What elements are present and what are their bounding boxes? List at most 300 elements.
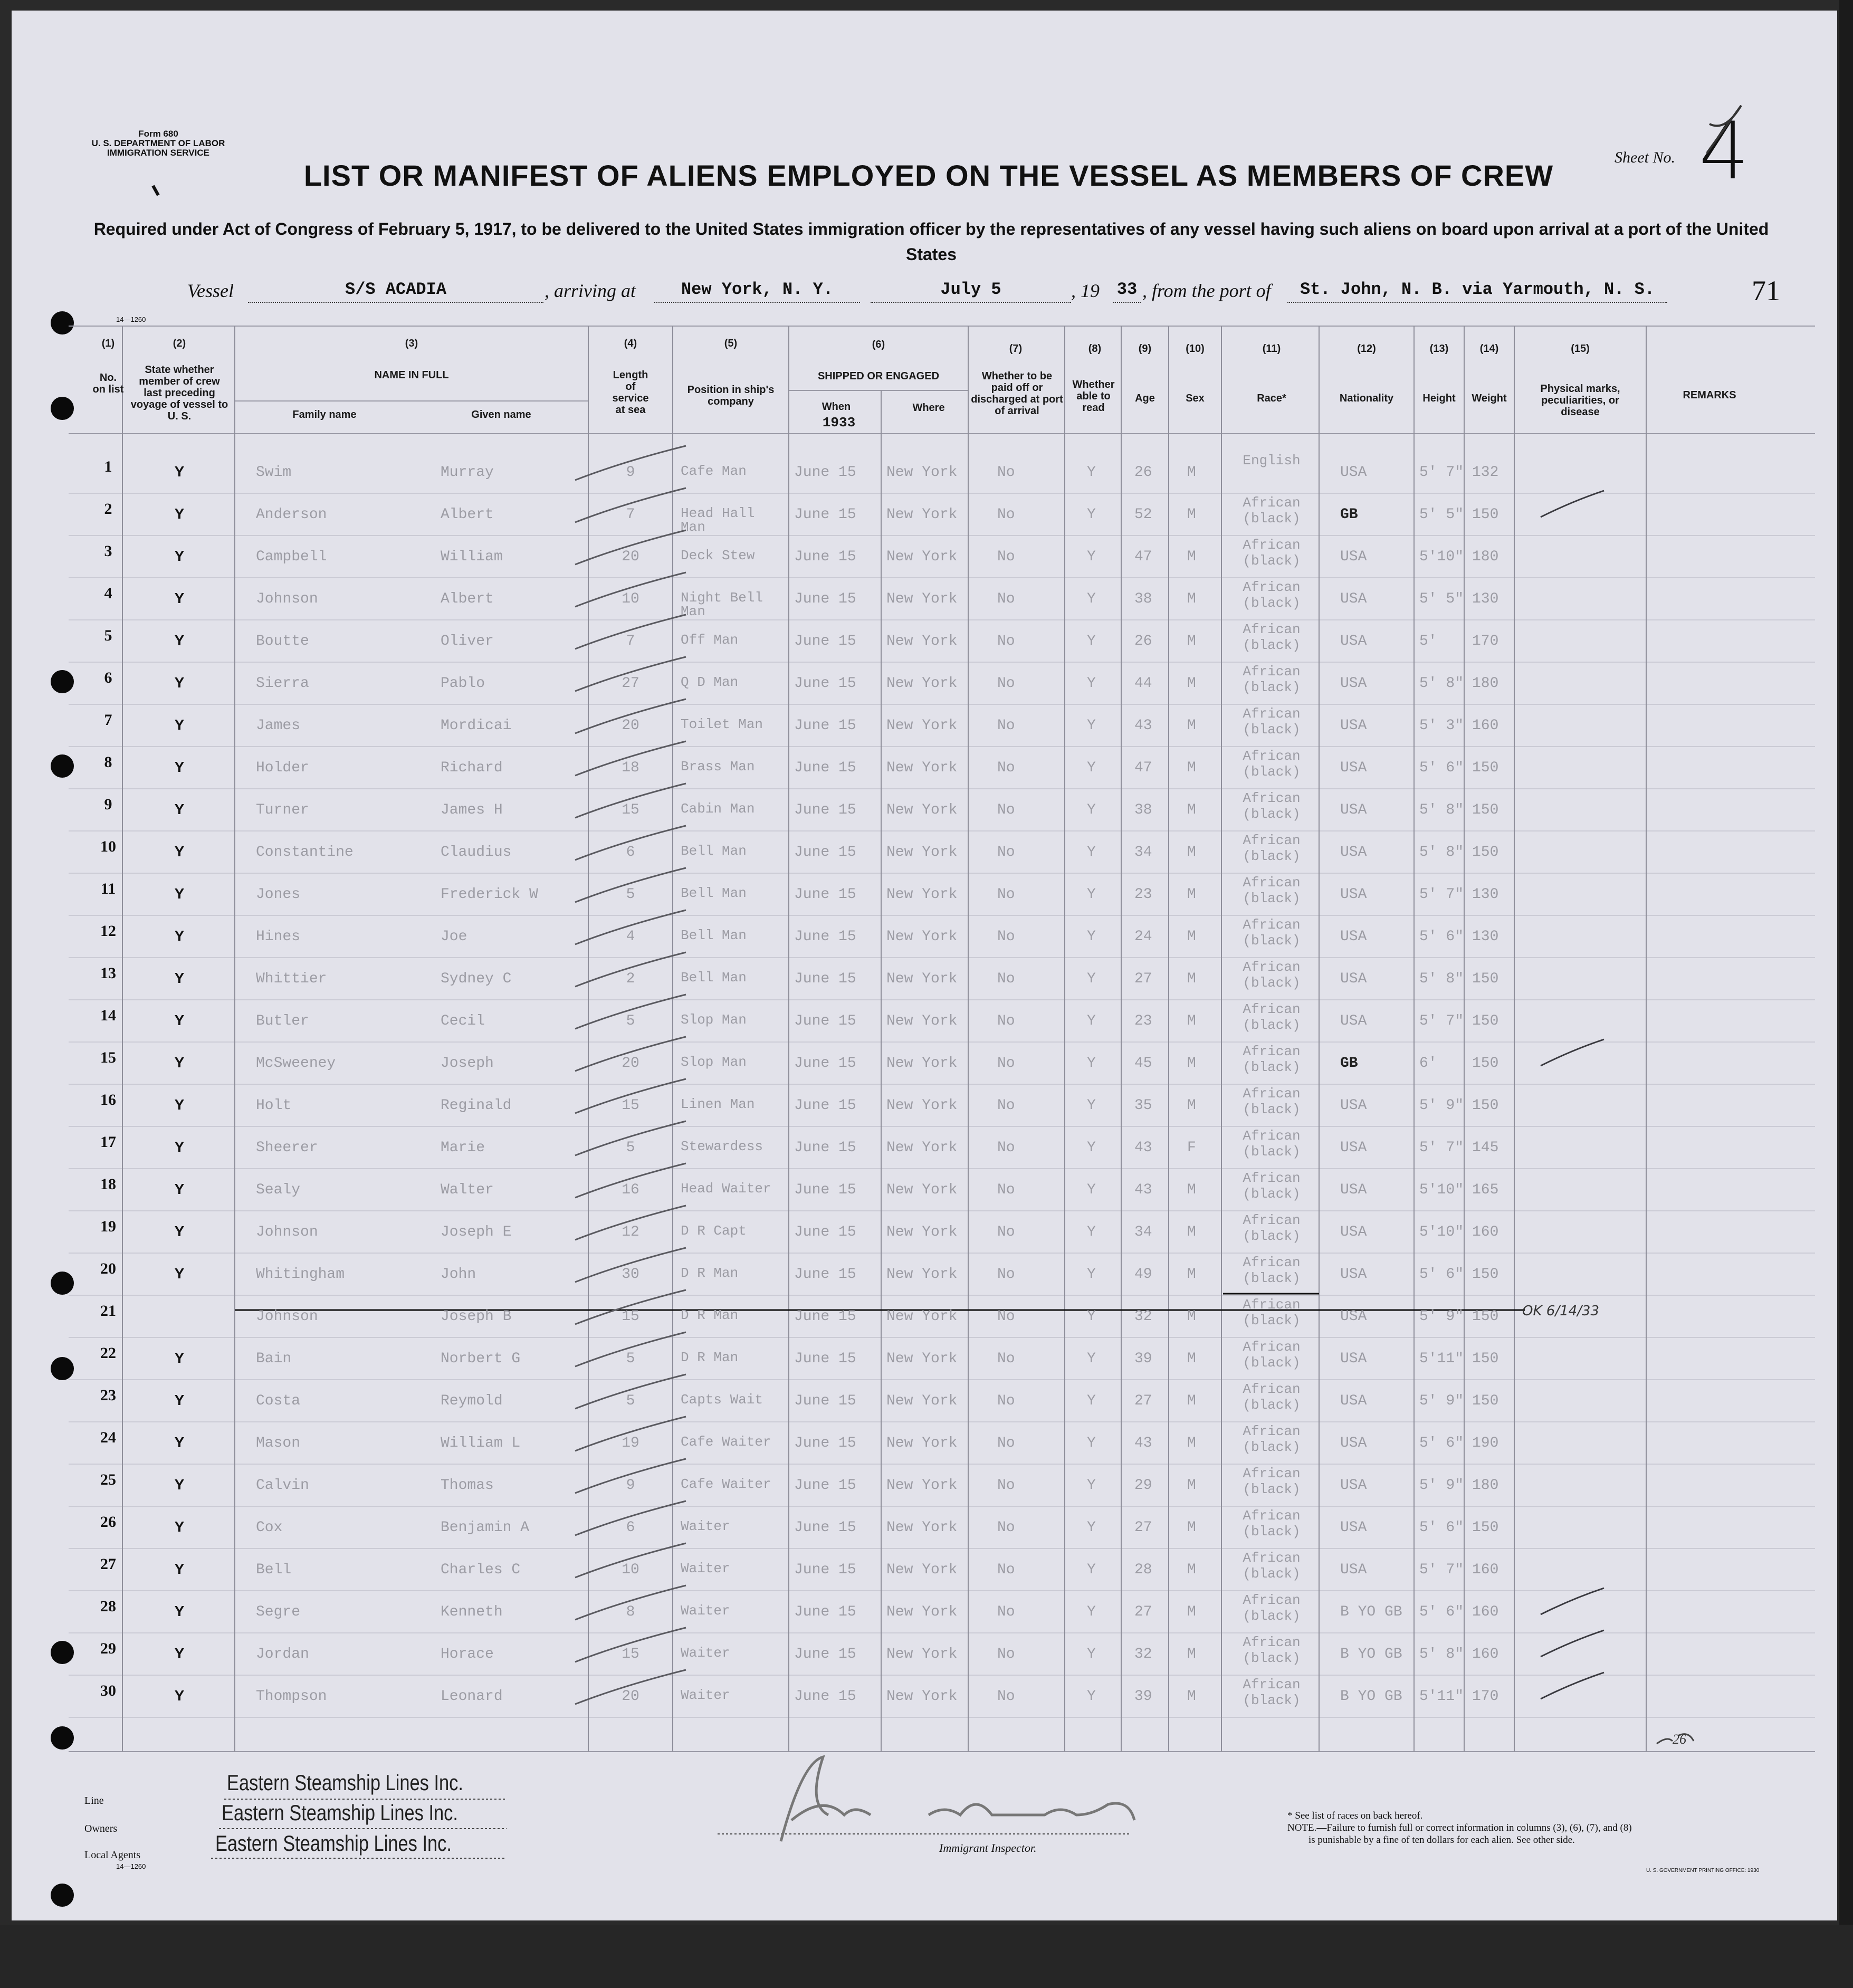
row-number: 9: [104, 796, 112, 813]
family-name: Calvin: [256, 1477, 309, 1494]
shipped-where: New York: [886, 1224, 958, 1240]
paid-off: No: [997, 1097, 1015, 1114]
able-to-read: Y: [1087, 1562, 1096, 1578]
able-to-read: Y: [1087, 1097, 1096, 1114]
service-length: 18: [622, 760, 639, 776]
race-line-2: (black): [1243, 848, 1301, 864]
footnote-penalty: NOTE.—Failure to furnish full or correct information in columns (3), (6), (7), and (8): [1287, 1822, 1632, 1833]
row-number: 3: [104, 542, 112, 560]
race-line-2: (black): [1243, 1397, 1301, 1413]
race-line-2: (black): [1243, 1650, 1301, 1666]
paid-off: No: [997, 506, 1015, 523]
col-14-label: Weight: [1472, 393, 1507, 404]
weight: 130: [1472, 886, 1499, 903]
row-number: 8: [104, 753, 112, 771]
family-name: Johnson: [256, 591, 318, 607]
weight: 150: [1472, 971, 1499, 987]
paid-off: No: [997, 718, 1015, 734]
given-name: Murray: [441, 464, 494, 481]
race-line-2: (black): [1243, 553, 1301, 569]
race-line-2: (black): [1243, 1270, 1301, 1286]
owners-stamp: Eastern Steamship Lines Inc.: [222, 1800, 458, 1825]
height: 5' 6": [1419, 1266, 1464, 1283]
height: 5' 8": [1419, 971, 1464, 987]
shipped-where: New York: [886, 549, 958, 565]
paid-off: No: [997, 1308, 1015, 1325]
nationality: USA: [1340, 1351, 1367, 1367]
sex: M: [1187, 1646, 1196, 1662]
nationality: GB: [1340, 1055, 1358, 1072]
previous-voyage: Y: [174, 759, 185, 775]
nationality: B YO GB: [1340, 1688, 1402, 1705]
position: D R Man: [681, 1307, 739, 1323]
nationality: GB: [1340, 506, 1358, 523]
col-3-label: NAME IN FULL: [374, 369, 449, 381]
previous-voyage: Y: [174, 1096, 185, 1113]
position: Head Hall Man: [681, 505, 755, 535]
weight: 145: [1472, 1140, 1499, 1156]
nationality: B YO GB: [1340, 1604, 1402, 1620]
shipped-where: New York: [886, 1604, 958, 1620]
sex: M: [1187, 760, 1196, 776]
height: 5'11": [1419, 1351, 1464, 1367]
race-line-2: (black): [1243, 680, 1301, 695]
sex: M: [1187, 675, 1196, 692]
given-name: Benjamin A: [441, 1519, 530, 1536]
able-to-read: Y: [1087, 929, 1096, 945]
agents-label: Local Agents: [84, 1849, 141, 1861]
weight: 160: [1472, 1646, 1499, 1662]
shipped-when: June 15: [794, 591, 856, 607]
col-11-label: Race*: [1257, 393, 1286, 404]
service-length: 15: [622, 802, 639, 818]
family-name: Turner: [256, 802, 309, 818]
paid-off: No: [997, 1055, 1015, 1072]
able-to-read: Y: [1087, 844, 1096, 861]
weight: 150: [1472, 760, 1499, 776]
position: Bell Man: [681, 970, 747, 986]
shipped-where: New York: [886, 506, 958, 523]
nationality: USA: [1340, 1182, 1367, 1198]
race-line-1: African: [1243, 537, 1301, 553]
service-length: 2: [626, 971, 635, 987]
race-line-1: African: [1243, 1044, 1301, 1059]
shipped-where: New York: [886, 844, 958, 861]
weight: 160: [1472, 1562, 1499, 1578]
race-line-1: African: [1243, 1170, 1301, 1186]
family-name: Hines: [256, 929, 301, 945]
service-length: 5: [626, 1013, 635, 1029]
family-name: Butler: [256, 1013, 309, 1029]
race-line-1: African: [1243, 579, 1301, 595]
weight: 150: [1472, 1519, 1499, 1536]
service-length: 15: [622, 1308, 639, 1325]
height: 5' 8": [1419, 675, 1464, 692]
previous-voyage: Y: [174, 674, 185, 691]
position: Stewardess: [681, 1139, 763, 1154]
col-9-label: Age: [1135, 393, 1155, 404]
col-9-num: (9): [1138, 343, 1152, 355]
race-line-2: (black): [1243, 1608, 1301, 1624]
col-8-num: (8): [1088, 343, 1102, 355]
row-number: 29: [100, 1640, 116, 1657]
height: 5'10": [1419, 1182, 1464, 1198]
weight: 150: [1472, 1266, 1499, 1283]
shipped-when: June 15: [794, 633, 856, 649]
race-line-2: (black): [1243, 1144, 1301, 1160]
sex: M: [1187, 886, 1196, 903]
position: Bell Man: [681, 885, 747, 901]
shipped-when: June 15: [794, 886, 856, 903]
service-length: 20: [622, 549, 639, 565]
previous-voyage: Y: [174, 1350, 185, 1366]
weight: 150: [1472, 1013, 1499, 1029]
col-10-num: (10): [1186, 343, 1205, 355]
race-line-2: (black): [1243, 806, 1301, 822]
service-length: 4: [626, 929, 635, 945]
col-12-label: Nationality: [1339, 393, 1394, 404]
footnote-races: * See list of races on back hereof.: [1287, 1810, 1423, 1821]
col-3-num: (3): [405, 338, 418, 349]
family-name: Jordan: [256, 1646, 309, 1662]
given-name: Thomas: [441, 1477, 494, 1494]
previous-voyage: Y: [174, 1392, 185, 1408]
row-number: 23: [100, 1387, 116, 1404]
nationality: USA: [1340, 1224, 1367, 1240]
arrival-year: 33: [1113, 280, 1141, 303]
height: 5' 7": [1419, 464, 1464, 481]
age: 26: [1134, 633, 1152, 649]
height: 5' 8": [1419, 1646, 1464, 1662]
arrival-date: July 5: [871, 280, 1071, 303]
position: Cafe Man: [681, 463, 747, 479]
agents-stamp: Eastern Steamship Lines Inc.: [215, 1831, 452, 1856]
able-to-read: Y: [1087, 1519, 1096, 1536]
row-number: 20: [100, 1260, 116, 1277]
position: Deck Stew: [681, 548, 755, 563]
given-name: Frederick W: [441, 886, 538, 903]
family-name: Segre: [256, 1604, 301, 1620]
inspector-signature: [781, 1757, 1134, 1841]
sex: F: [1187, 1140, 1196, 1156]
nationality: USA: [1340, 844, 1367, 861]
shipped-when: June 15: [794, 1013, 856, 1029]
given-name: Joseph: [441, 1055, 494, 1072]
family-name: Boutte: [256, 633, 309, 649]
col-13-label: Height: [1422, 393, 1456, 404]
shipped-when: June 15: [794, 1688, 856, 1705]
sex: M: [1187, 1097, 1196, 1114]
race-line-1: African: [1243, 1508, 1301, 1524]
row-number: 27: [100, 1555, 116, 1573]
shipped-when: June 15: [794, 1562, 856, 1578]
col-13-num: (13): [1429, 343, 1449, 355]
given-name: Joseph B: [441, 1308, 512, 1325]
height: 5' 5": [1419, 591, 1464, 607]
nationality: USA: [1340, 549, 1367, 565]
remark-note: OK 6/14/33: [1522, 1303, 1600, 1319]
race-line-2: (black): [1243, 1355, 1301, 1371]
previous-voyage: Y: [174, 632, 185, 648]
shipped-where: New York: [886, 1519, 958, 1536]
able-to-read: Y: [1087, 675, 1096, 692]
paid-off: No: [997, 929, 1015, 945]
given-name: William L: [441, 1435, 521, 1451]
age: 29: [1134, 1477, 1152, 1494]
year-prefix: , 19: [1071, 280, 1100, 301]
previous-voyage: Y: [174, 1012, 185, 1028]
agents-code: 14—1260: [116, 1862, 146, 1870]
race-line-2: (black): [1243, 1693, 1301, 1708]
shipped-where: New York: [886, 675, 958, 692]
sex: M: [1187, 1604, 1196, 1620]
age: 23: [1134, 886, 1152, 903]
weight: 150: [1472, 1393, 1499, 1409]
able-to-read: Y: [1087, 1013, 1096, 1029]
service-length: 19: [622, 1435, 639, 1451]
service-length: 10: [622, 591, 639, 607]
nationality: USA: [1340, 1519, 1367, 1536]
height: 5' 7": [1419, 1013, 1464, 1029]
shipped-where: New York: [886, 971, 958, 987]
nationality: USA: [1340, 633, 1367, 649]
shipped-when: June 15: [794, 1646, 856, 1662]
age: 27: [1134, 1519, 1152, 1536]
footnote: [1287, 1810, 1632, 1846]
col-7-label: Whether to be paid off or discharged at port of arrival: [971, 370, 1063, 417]
service-length: 30: [622, 1266, 639, 1283]
race-line-1: African: [1243, 1128, 1301, 1144]
paid-off: No: [997, 1013, 1015, 1029]
family-name: Swim: [256, 464, 292, 481]
col-11-num: (11): [1262, 343, 1281, 355]
able-to-read: Y: [1087, 1308, 1096, 1325]
service-length: 5: [626, 886, 635, 903]
shipped-where: New York: [886, 1646, 958, 1662]
able-to-read: Y: [1087, 1435, 1096, 1451]
paid-off: No: [997, 1604, 1015, 1620]
paid-off: No: [997, 844, 1015, 861]
shipped-when: June 15: [794, 675, 856, 692]
shipped-when: June 15: [794, 1266, 856, 1283]
height: 5' 6": [1419, 929, 1464, 945]
position: Waiter: [681, 1645, 730, 1661]
height: 5' 3": [1419, 718, 1464, 734]
age: 38: [1134, 591, 1152, 607]
row-number: 17: [100, 1133, 116, 1151]
age: 32: [1134, 1646, 1152, 1662]
family-name: Whitingham: [256, 1266, 345, 1283]
height: 5' 7": [1419, 1140, 1464, 1156]
nationality: USA: [1340, 802, 1367, 818]
able-to-read: Y: [1087, 1646, 1096, 1662]
family-name: Anderson: [256, 506, 327, 523]
weight: 150: [1472, 1351, 1499, 1367]
race-line-2: (black): [1243, 764, 1301, 780]
age: 47: [1134, 549, 1152, 565]
previous-voyage: Y: [174, 1265, 185, 1282]
arriving-label: , arriving at: [545, 280, 636, 301]
sex: M: [1187, 718, 1196, 734]
remarks-header: REMARKS: [1683, 389, 1736, 401]
service-length: 20: [622, 1055, 639, 1072]
col-2-label: State whether member of crew last preceding voyage of vessel to U. S.: [130, 364, 228, 422]
age: 26: [1134, 464, 1152, 481]
previous-voyage: Y: [174, 928, 185, 944]
weight: 190: [1472, 1435, 1499, 1451]
age: 38: [1134, 802, 1152, 818]
given-name: William: [441, 549, 503, 565]
paid-off: No: [997, 464, 1015, 481]
page-subtitle: Required under Act of Congress of February 5, 1917, to be delivered to the United States immigration officer by the representatives of any vessel having such aliens on board upon arrival at a port of the United States: [93, 219, 1769, 264]
race-line-2: (black): [1243, 933, 1301, 949]
able-to-read: Y: [1087, 591, 1096, 607]
race-line-2: (black): [1243, 637, 1301, 653]
previous-voyage: Y: [174, 1434, 185, 1450]
race-line-2: (black): [1243, 1017, 1301, 1033]
race-line-1: African: [1243, 1635, 1301, 1650]
paid-off: No: [997, 971, 1015, 987]
position: Cafe Waiter: [681, 1476, 771, 1492]
paid-off: No: [997, 633, 1015, 649]
family-name: Whittier: [256, 971, 327, 987]
nationality: USA: [1340, 718, 1367, 734]
shipped-when: June 15: [794, 802, 856, 818]
race-line-1: African: [1243, 1550, 1301, 1566]
given-name: Richard: [441, 760, 503, 776]
family-name: James: [256, 718, 301, 734]
service-length: 12: [622, 1224, 639, 1240]
family-name: Bell: [256, 1562, 292, 1578]
age: 23: [1134, 1013, 1152, 1029]
weight: 150: [1472, 844, 1499, 861]
age: 49: [1134, 1266, 1152, 1283]
service-length: 5: [626, 1351, 635, 1367]
able-to-read: Y: [1087, 802, 1096, 818]
family-name: Jones: [256, 886, 301, 903]
family-name: Constantine: [256, 844, 354, 861]
race-line-1: African: [1243, 622, 1301, 637]
tally-mark: 26: [1673, 1732, 1686, 1747]
weight: 132: [1472, 464, 1499, 481]
row-number: 24: [100, 1429, 116, 1446]
col-4-num: (4): [624, 338, 637, 349]
weight: 165: [1472, 1182, 1499, 1198]
shipped-when: June 15: [794, 1393, 856, 1409]
family-name: Cox: [256, 1519, 283, 1536]
previous-voyage: Y: [174, 970, 185, 986]
able-to-read: Y: [1087, 971, 1096, 987]
position: Q D Man: [681, 674, 739, 690]
nationality: USA: [1340, 971, 1367, 987]
age: 24: [1134, 929, 1152, 945]
sex: M: [1187, 1393, 1196, 1409]
race-line-1: African: [1243, 1255, 1301, 1270]
given-name: Albert: [441, 506, 494, 523]
service-length: 15: [622, 1097, 639, 1114]
weight: 180: [1472, 1477, 1499, 1494]
shipped-year: 1933: [822, 415, 856, 431]
given-name: Reymold: [441, 1393, 503, 1409]
given-name: Reginald: [441, 1097, 512, 1114]
page-title: LIST OR MANIFEST OF ALIENS EMPLOYED ON THE VESSEL AS MEMBERS OF CREW: [303, 159, 1554, 192]
paid-off: No: [997, 591, 1015, 607]
race-line-2: (black): [1243, 1482, 1301, 1497]
able-to-read: Y: [1087, 1182, 1096, 1198]
service-length: 9: [626, 464, 635, 481]
shipped-where: New York: [886, 1351, 958, 1367]
row-number: 30: [100, 1682, 116, 1699]
family-name: McSweeney: [256, 1055, 336, 1072]
row-number: 4: [104, 585, 112, 602]
row-number: 28: [100, 1598, 116, 1615]
row-number: 6: [104, 669, 112, 686]
sex: M: [1187, 1308, 1196, 1325]
given-name: Walter: [441, 1182, 494, 1198]
able-to-read: Y: [1087, 464, 1096, 481]
height: 5' 8": [1419, 802, 1464, 818]
family-name: Campbell: [256, 549, 327, 565]
paid-off: No: [997, 1393, 1015, 1409]
shipped-where: New York: [886, 1435, 958, 1451]
col-8-label: Whether able to read: [1072, 379, 1115, 414]
weight: 150: [1472, 1097, 1499, 1114]
row-number: 7: [104, 711, 112, 729]
weight: 130: [1472, 929, 1499, 945]
row-number: 2: [104, 500, 112, 518]
position: Waiter: [681, 1603, 730, 1619]
height: 5'10": [1419, 1224, 1464, 1240]
given-name: Joe: [441, 929, 467, 945]
shipped-when: June 15: [794, 1435, 856, 1451]
able-to-read: Y: [1087, 633, 1096, 649]
page-tag: 71: [1752, 275, 1780, 307]
race-line-1: African: [1243, 1677, 1301, 1693]
nationality: USA: [1340, 1562, 1367, 1578]
position: Toilet Man: [681, 716, 763, 732]
age: 27: [1134, 971, 1152, 987]
previous-voyage: Y: [174, 1645, 185, 1661]
race-line-2: (black): [1243, 1524, 1301, 1540]
previous-voyage: Y: [174, 590, 185, 606]
shipped-when: June 15: [794, 1477, 856, 1494]
height: 5' 6": [1419, 1435, 1464, 1451]
age: 39: [1134, 1351, 1152, 1367]
sex: M: [1187, 1477, 1196, 1494]
row-number: 22: [100, 1344, 116, 1362]
race-line-1: English: [1243, 453, 1301, 469]
age: 35: [1134, 1097, 1152, 1114]
col-5-label: Position in ship's company: [687, 384, 775, 407]
weight: 160: [1472, 1224, 1499, 1240]
height: 5' 9": [1419, 1477, 1464, 1494]
shipped-when: June 15: [794, 760, 856, 776]
sex: M: [1187, 1224, 1196, 1240]
sex: M: [1187, 464, 1196, 481]
service-length: 27: [622, 675, 639, 692]
given-name: Norbert G: [441, 1351, 521, 1367]
row-number: 25: [100, 1471, 116, 1488]
nationality: USA: [1340, 464, 1367, 481]
col-1-label: No. on list: [92, 372, 124, 395]
shipped-where: New York: [886, 1182, 958, 1198]
race-line-2: (black): [1243, 1566, 1301, 1582]
line-stamp: Eastern Steamship Lines Inc.: [227, 1770, 463, 1795]
height: 5' 9": [1419, 1393, 1464, 1409]
position: Bell Man: [681, 928, 747, 943]
sheet-label: Sheet No.: [1615, 149, 1675, 166]
position: Slop Man: [681, 1054, 747, 1070]
